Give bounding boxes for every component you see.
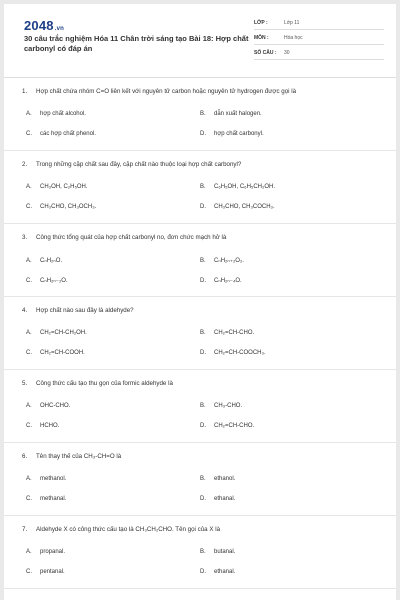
option-letter: B.	[200, 184, 206, 190]
answer-option[interactable]	[26, 496, 66, 502]
option-letter: B.	[200, 549, 206, 555]
meta-key: LỚP :	[254, 20, 268, 26]
question-body: Công thức tổng quát của hợp chất carbonyl no, đơn chức mạch hở là	[36, 234, 227, 241]
option-letter: C.	[26, 131, 32, 137]
option-letter: A.	[26, 258, 32, 264]
option-text: CₙH₂ₙ₋₄O.	[214, 278, 242, 284]
option-letter: A.	[26, 476, 32, 482]
option-letter: D.	[200, 423, 206, 429]
answer-option[interactable]	[26, 569, 65, 575]
option-text: OHC-CHO.	[40, 403, 71, 409]
answer-option[interactable]	[26, 350, 85, 356]
option-text: pentanal.	[40, 569, 65, 575]
option-letter: A.	[26, 330, 32, 336]
option-text: các hợp chất phenol.	[40, 131, 96, 137]
meta-value: Lớp 11	[284, 20, 300, 26]
option-letter: C.	[26, 278, 32, 284]
document-page	[4, 4, 396, 600]
answer-option[interactable]	[26, 403, 70, 409]
option-letter: D.	[200, 131, 206, 137]
answer-option[interactable]	[200, 204, 275, 210]
option-text: methanol.	[40, 476, 67, 482]
answer-option[interactable]	[200, 350, 266, 356]
question-text	[22, 234, 226, 241]
answer-option[interactable]	[26, 204, 96, 210]
question-body: Hợp chất chứa nhóm C=O liên kết với nguyên tử carbon hoặc nguyên tử hydrogen được gọi là	[36, 88, 297, 95]
question-number: 5.	[22, 380, 28, 387]
question-text	[22, 307, 134, 314]
option-letter: D.	[200, 204, 206, 210]
question-text	[22, 161, 241, 168]
option-text: CH₃CHO, CH₃COCH₃.	[214, 204, 275, 210]
question-number: 3.	[22, 234, 28, 241]
question-item	[4, 297, 396, 370]
answer-option[interactable]	[26, 111, 86, 117]
answer-option[interactable]	[200, 277, 242, 284]
answer-option[interactable]	[26, 277, 68, 284]
logo-text: 2048	[24, 18, 54, 33]
answer-option[interactable]	[200, 569, 235, 575]
option-text: hợp chất alcohol.	[40, 111, 86, 117]
option-text: HCHO.	[40, 423, 60, 429]
option-letter: B.	[200, 111, 206, 117]
option-text: methanal.	[40, 496, 67, 502]
question-text	[22, 526, 220, 533]
option-letter: C.	[26, 423, 32, 429]
option-text: propanal.	[40, 549, 66, 555]
option-letter: B.	[200, 330, 206, 336]
meta-row-subject	[254, 33, 384, 45]
option-letter: B.	[200, 476, 206, 482]
answer-option[interactable]	[200, 423, 254, 429]
option-text: CH₂=CH-CH₂OH.	[40, 330, 87, 336]
option-text: CH₂=CH-COOCH₃.	[214, 350, 266, 356]
option-text: hợp chất carbonyl.	[214, 131, 264, 137]
question-number: 1.	[22, 88, 28, 95]
answer-option[interactable]	[200, 496, 235, 502]
option-text: CH₃OH, C₂H₅OH.	[40, 184, 88, 190]
answer-option[interactable]	[26, 423, 59, 429]
answer-option[interactable]	[26, 184, 88, 190]
option-text: ethanol.	[214, 476, 236, 482]
option-text: ethanal.	[214, 569, 236, 575]
option-letter: A.	[26, 184, 32, 190]
meta-value: 30	[284, 50, 290, 56]
option-text: CₙH₂ₙ₊₂O₂.	[214, 258, 244, 264]
answer-option[interactable]	[26, 330, 87, 336]
option-text: ethanal.	[214, 496, 236, 502]
meta-row-class	[254, 18, 384, 30]
answer-option[interactable]	[200, 111, 262, 117]
document-header	[4, 4, 396, 78]
option-text: CH₃-CHO.	[214, 403, 243, 409]
meta-info	[254, 18, 384, 63]
option-text: CₙH₂ₙO.	[40, 258, 63, 264]
question-item	[4, 224, 396, 297]
question-number: 2.	[22, 161, 28, 168]
option-text: butanal.	[214, 549, 236, 555]
meta-key: MÔN :	[254, 35, 269, 41]
answer-option[interactable]	[26, 476, 66, 482]
answer-option[interactable]	[200, 476, 235, 482]
meta-key: SỐ CÂU :	[254, 50, 277, 56]
option-letter: B.	[200, 403, 206, 409]
option-letter: B.	[200, 258, 206, 264]
option-letter: C.	[26, 496, 32, 502]
option-letter: C.	[26, 350, 32, 356]
option-letter: C.	[26, 569, 32, 575]
question-item	[4, 516, 396, 589]
answer-option[interactable]	[200, 549, 235, 555]
question-item	[4, 443, 396, 516]
question-body: Công thức cấu tạo thu gọn của formic aldehyde là	[36, 380, 173, 387]
question-body: Hợp chất nào sau đây là aldehyde?	[36, 307, 134, 314]
option-letter: D.	[200, 569, 206, 575]
question-text	[22, 453, 121, 460]
option-letter: D.	[200, 278, 206, 284]
option-letter: D.	[200, 350, 206, 356]
answer-option[interactable]	[26, 257, 62, 264]
site-logo[interactable]	[24, 18, 64, 33]
option-letter: A.	[26, 111, 32, 117]
question-body: Tên thay thế của CH₃-CH=O là	[36, 453, 122, 460]
answer-option[interactable]	[200, 257, 244, 264]
option-letter: C.	[26, 204, 32, 210]
question-number: 6.	[22, 453, 28, 460]
option-letter: A.	[26, 403, 32, 409]
option-letter: A.	[26, 549, 32, 555]
option-letter: D.	[200, 496, 206, 502]
question-body: Trong những cặp chất sau đây, cặp chất nào thuộc loại hợp chất carbonyl?	[36, 161, 242, 168]
answer-option[interactable]	[200, 403, 242, 409]
question-item	[4, 370, 396, 443]
option-text: C₆H₅OH, C₆H₅CH₂OH.	[214, 184, 276, 190]
meta-row-count	[254, 48, 384, 60]
option-text: CH₂=CH-COOH.	[40, 350, 85, 356]
answer-option[interactable]	[200, 131, 264, 137]
page-title: 30 câu trắc nghiệm Hóa 11 Chân trời sáng tạo Bài 18: Hợp chất carbonyl có đáp án	[24, 34, 249, 53]
question-item	[4, 78, 396, 151]
answer-option[interactable]	[26, 549, 65, 555]
question-number: 4.	[22, 307, 28, 314]
question-text	[22, 88, 296, 95]
option-text: CH₃CHO, CH₃OCH₃.	[40, 204, 97, 210]
option-text: CH₂=CH-CHO.	[214, 423, 255, 429]
meta-value: Hóa học	[284, 35, 303, 41]
option-text: CₙH₂ₙ₋₂O.	[40, 278, 68, 284]
logo-suffix: .vn	[54, 26, 65, 32]
option-text: dẫn xuất halogen.	[214, 111, 262, 117]
answer-option[interactable]	[200, 184, 275, 190]
option-text: CH₂=CH-CHO.	[214, 330, 255, 336]
question-item	[4, 151, 396, 224]
question-body: Aldehyde X có công thức cấu tạo là CH₃CH₂CHO. Tên gọi của X là	[36, 526, 221, 533]
answer-option[interactable]	[26, 131, 96, 137]
question-text	[22, 380, 173, 387]
answer-option[interactable]	[200, 330, 254, 336]
question-number: 7.	[22, 526, 28, 533]
